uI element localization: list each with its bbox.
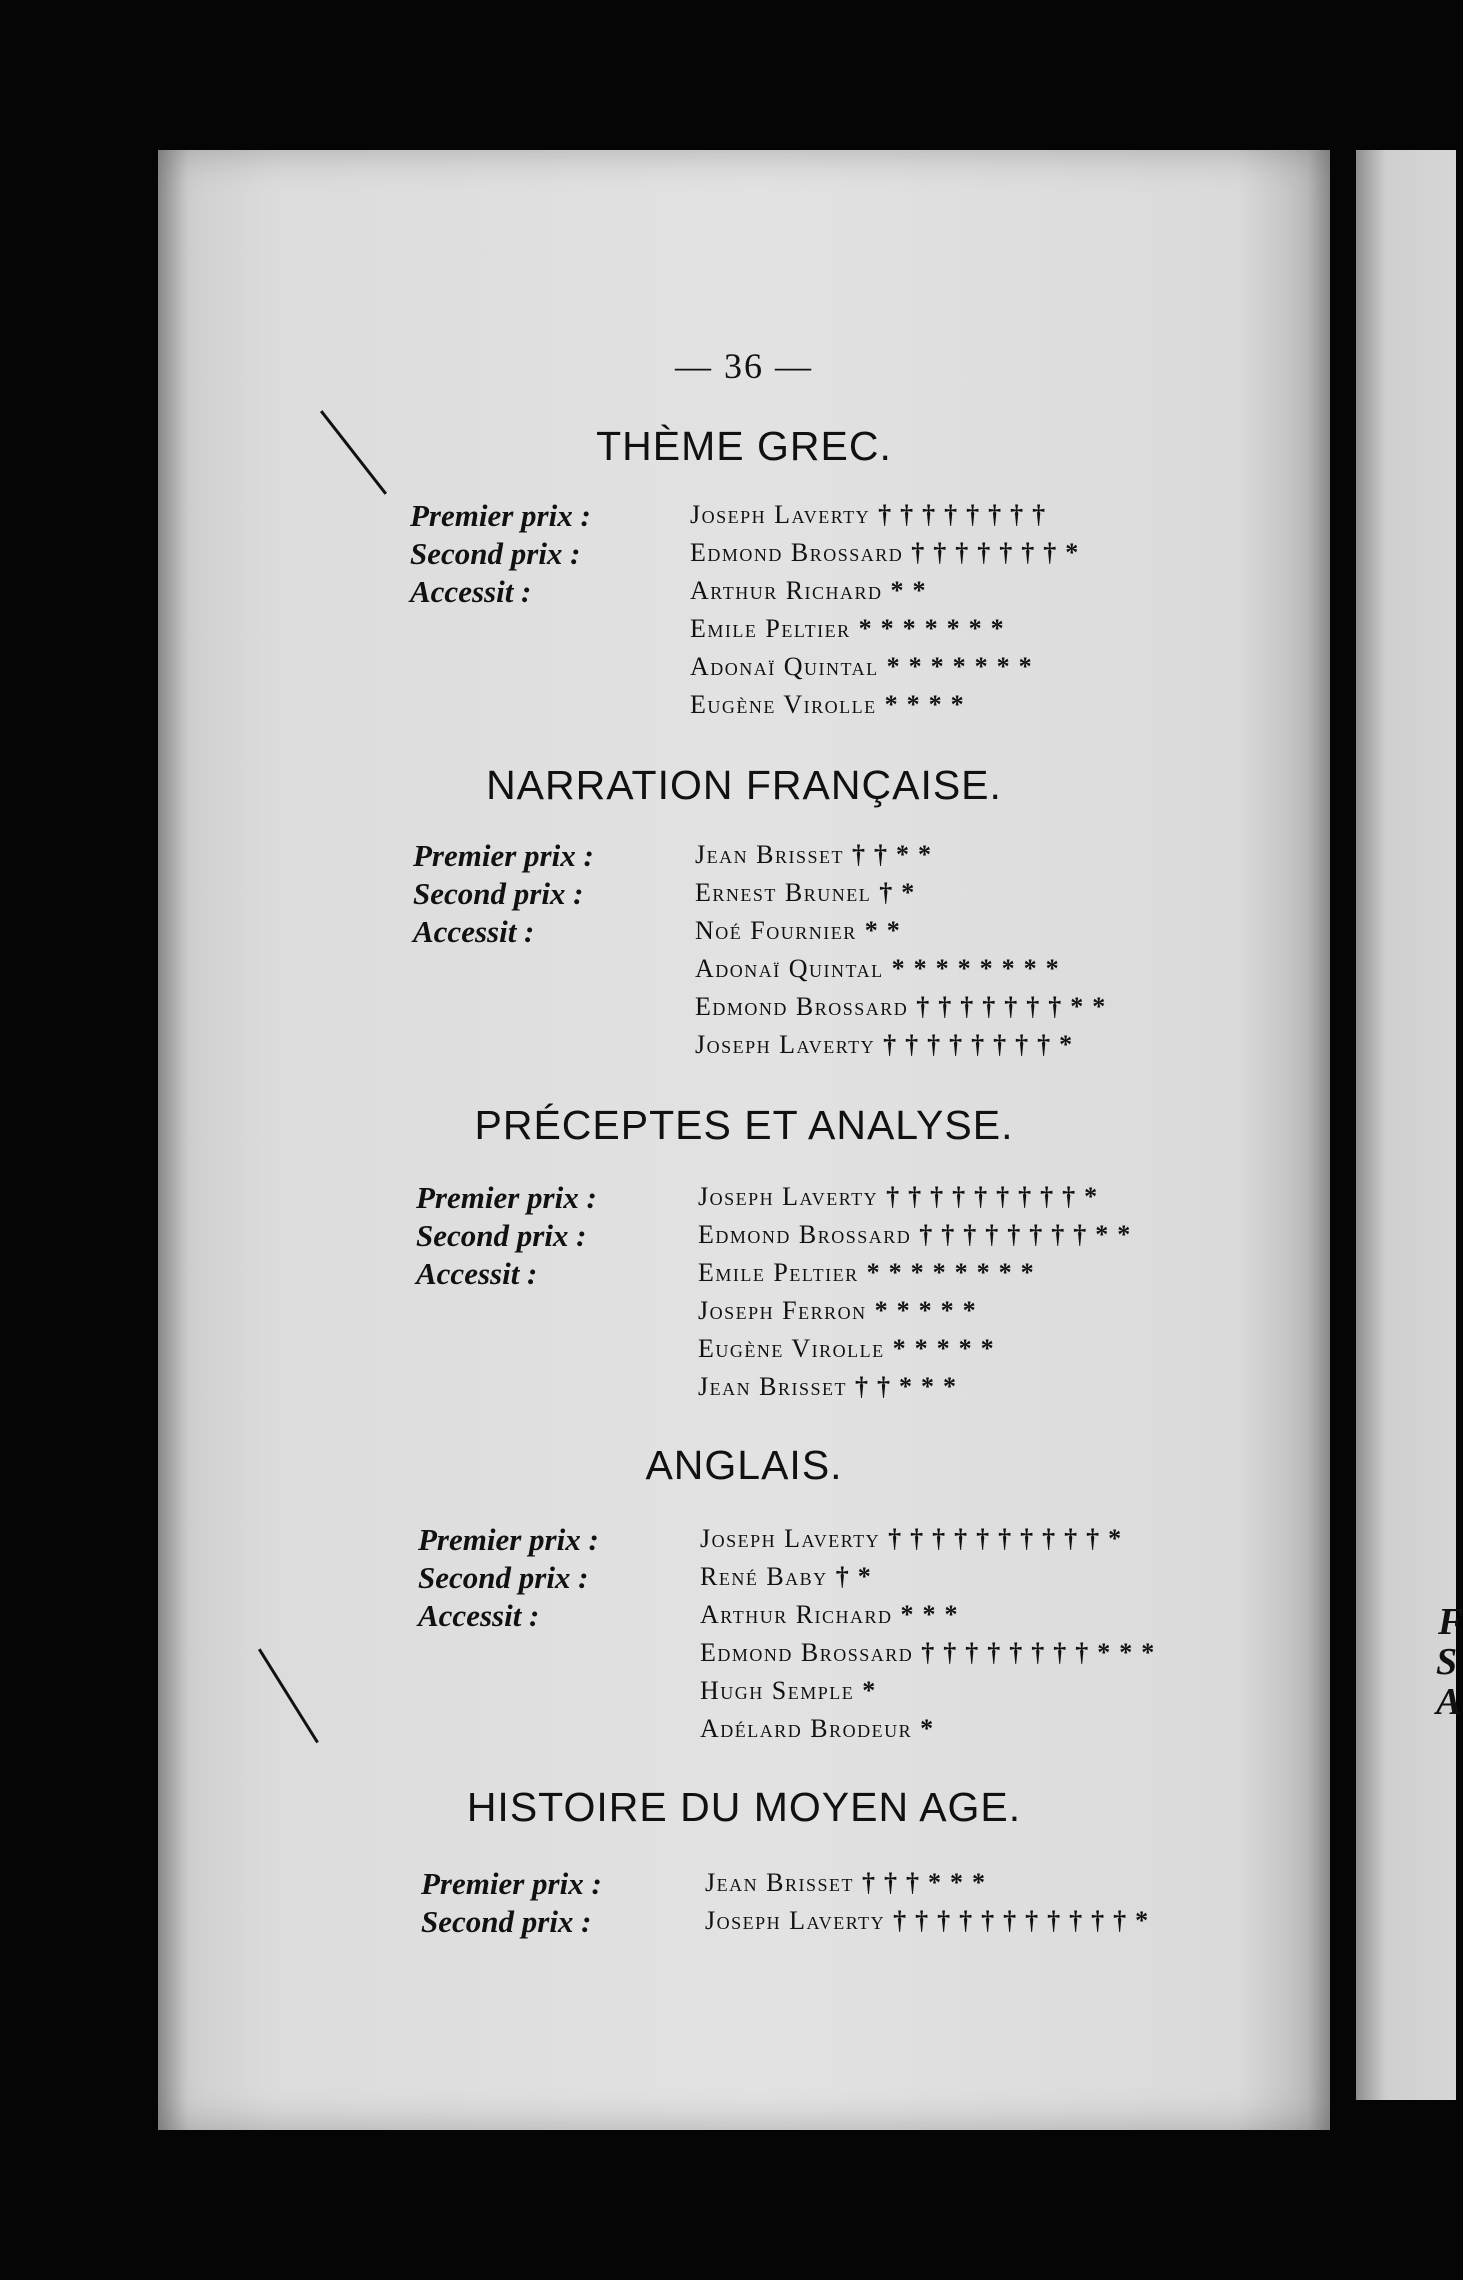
prize-label: Premier prix : — [416, 1180, 597, 1215]
laureate-name: René Baby — [700, 1562, 828, 1591]
laureate-name: Eugène Virolle — [690, 690, 877, 719]
adjacent-page-fragment: A — [1436, 1681, 1462, 1723]
prize-label: Second prix : — [416, 1218, 587, 1253]
laureate-name: Joseph Laverty — [700, 1524, 881, 1553]
distinction-marks: †* — [879, 878, 924, 907]
laureate-name: Adélard Brodeur — [700, 1714, 913, 1743]
distinction-marks: ******** — [866, 1258, 1043, 1287]
distinction-marks: *** — [900, 1600, 967, 1629]
page-number: — 36 — — [675, 346, 813, 386]
laureate-entry — [690, 500, 1054, 530]
prize-label: Second prix : — [413, 876, 584, 911]
distinction-marks: **** — [884, 690, 973, 719]
adjacent-page-fragment: S — [1436, 1641, 1458, 1683]
section-title: PRÉCEPTES ET ANALYSE. — [474, 1102, 1014, 1148]
laureate-entry — [695, 992, 1114, 1022]
laureate-entry — [690, 652, 1041, 682]
laureate-entry — [695, 954, 1068, 984]
laureate-entry — [698, 1182, 1106, 1212]
laureate-entry — [700, 1524, 1130, 1554]
adjacent-page-fragment: F — [1438, 1601, 1463, 1643]
distinction-marks: ††††††††††* — [888, 1524, 1131, 1553]
distinction-marks: ††††††††** — [919, 1220, 1140, 1249]
distinction-marks: †††††††** — [916, 992, 1115, 1021]
distinction-marks: ††††††††* — [883, 1030, 1082, 1059]
laureate-name: Arthur Richard — [690, 576, 883, 605]
distinction-marks: †††††††††††* — [893, 1906, 1158, 1935]
distinction-marks: ***** — [892, 1334, 1003, 1363]
prize-label: Premier prix : — [410, 498, 591, 533]
adjacent-page — [1356, 150, 1463, 2100]
laureate-entry — [690, 690, 973, 720]
book-page — [158, 150, 1330, 2130]
prize-label: Second prix : — [410, 536, 581, 571]
laureate-name: Joseph Laverty — [695, 1030, 876, 1059]
distinction-marks: ††††††††*** — [921, 1638, 1164, 1667]
ink-scratch — [258, 1648, 319, 1743]
distinction-marks: ******* — [858, 614, 1013, 643]
distinction-marks: ††** — [851, 840, 940, 869]
laureate-entry — [698, 1334, 1003, 1364]
laureate-entry — [695, 916, 909, 946]
laureate-name: Adonaï Quintal — [690, 652, 879, 681]
distinction-marks: ******** — [891, 954, 1068, 983]
laureate-entry — [690, 576, 935, 606]
laureate-entry — [698, 1258, 1043, 1288]
distinction-marks: ** — [864, 916, 909, 945]
laureate-name: Joseph Ferron — [698, 1296, 867, 1325]
prize-label: Premier prix : — [421, 1866, 602, 1901]
laureate-entry — [700, 1676, 884, 1706]
laureate-name: Ernest Brunel — [695, 878, 872, 907]
laureate-name: Arthur Richard — [700, 1600, 893, 1629]
laureate-name: Jean Brisset — [705, 1868, 854, 1897]
section-title: ANGLAIS. — [645, 1442, 843, 1488]
distinction-marks: * — [920, 1714, 943, 1743]
laureate-name: Edmond Brossard — [700, 1638, 914, 1667]
laureate-entry — [700, 1600, 967, 1630]
distinction-marks: †* — [835, 1562, 880, 1591]
distinction-marks: †††††††† — [878, 500, 1055, 529]
laureate-name: Joseph Laverty — [690, 500, 871, 529]
laureate-name: Adonaï Quintal — [695, 954, 884, 983]
laureate-name: Noé Fournier — [695, 916, 857, 945]
distinction-marks: ††*** — [854, 1372, 965, 1401]
laureate-name: Edmond Brossard — [690, 538, 904, 567]
distinction-marks: ******* — [886, 652, 1041, 681]
laureate-name: Joseph Laverty — [698, 1182, 879, 1211]
laureate-name: Hugh Semple — [700, 1676, 855, 1705]
laureate-name: Eugène Virolle — [698, 1334, 885, 1363]
prize-label: Accessit : — [418, 1598, 540, 1633]
distinction-marks: †††††††††* — [886, 1182, 1107, 1211]
laureate-entry — [695, 878, 923, 908]
laureate-entry — [698, 1296, 985, 1326]
laureate-name: Jean Brisset — [698, 1372, 847, 1401]
laureate-name: Jean Brisset — [695, 840, 844, 869]
section-title: NARRATION FRANÇAISE. — [486, 762, 1002, 808]
prize-label: Accessit : — [410, 574, 532, 609]
prize-label: Accessit : — [416, 1256, 538, 1291]
laureate-entry — [700, 1638, 1163, 1668]
laureate-entry — [695, 1030, 1081, 1060]
section-title: HISTOIRE DU MOYEN AGE. — [466, 1784, 1022, 1830]
distinction-marks: †††*** — [861, 1868, 994, 1897]
prize-label: Accessit : — [413, 914, 535, 949]
laureate-entry — [698, 1220, 1139, 1250]
laureate-name: Edmond Brossard — [695, 992, 909, 1021]
prize-label: Premier prix : — [413, 838, 594, 873]
section-title: THÈME GREC. — [596, 423, 892, 469]
prize-label: Premier prix : — [418, 1522, 599, 1557]
laureate-entry — [700, 1562, 880, 1592]
distinction-marks: * — [862, 1676, 885, 1705]
laureate-entry — [698, 1372, 965, 1402]
laureate-name: Emile Peltier — [698, 1258, 859, 1287]
prize-label: Second prix : — [418, 1560, 589, 1595]
laureate-entry — [690, 614, 1013, 644]
distinction-marks: ** — [890, 576, 935, 605]
laureate-entry — [700, 1714, 942, 1744]
laureate-entry — [705, 1868, 994, 1898]
laureate-name: Joseph Laverty — [705, 1906, 886, 1935]
distinction-marks: ***** — [874, 1296, 985, 1325]
laureate-entry — [705, 1906, 1157, 1936]
laureate-entry — [690, 538, 1087, 568]
laureate-name: Emile Peltier — [690, 614, 851, 643]
distinction-marks: †††††††* — [911, 538, 1088, 567]
prize-label: Second prix : — [421, 1904, 592, 1939]
laureate-name: Edmond Brossard — [698, 1220, 912, 1249]
laureate-entry — [695, 840, 940, 870]
